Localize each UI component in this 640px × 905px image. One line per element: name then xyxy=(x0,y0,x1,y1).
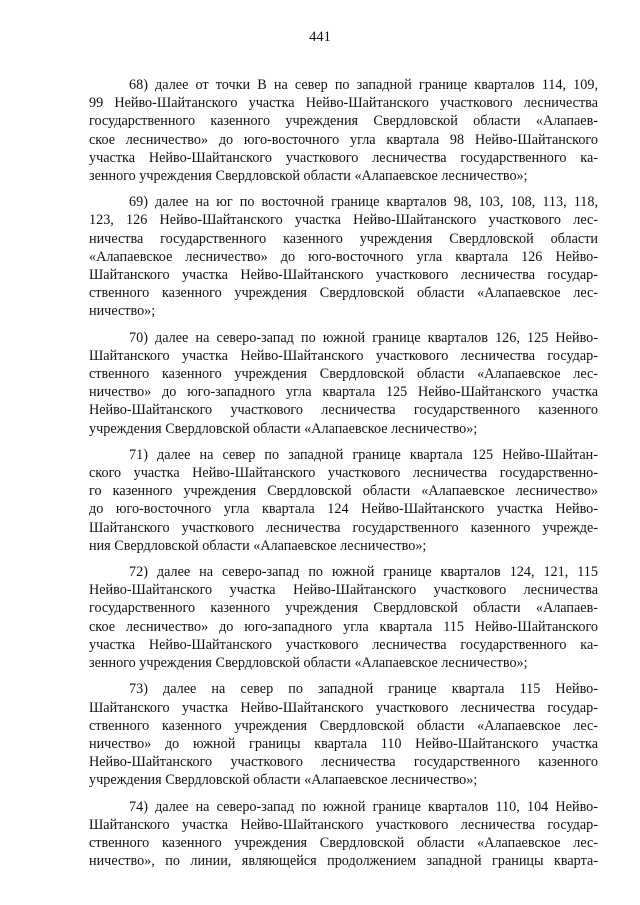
paragraph-item-69 xyxy=(89,193,598,320)
paragraph-line: 72) далее на северо-запад по южной границе кварталов 124, 121, 115 xyxy=(129,564,598,581)
paragraph-line: учреждения Свердловской области «Алапаевское лесничество»; xyxy=(89,772,478,789)
paragraph-line: 74) далее на северо-запад по южной границе кварталов 110, 104 Нейво- xyxy=(129,798,598,815)
paragraph-item-74 xyxy=(89,798,598,871)
paragraph-line: до юго-восточного угла квартала 124 Нейво-Шайтанского участка Нейво- xyxy=(89,501,598,518)
paragraph-line: ничества государственного казенного учреждения Свердловской области xyxy=(89,230,598,247)
paragraph-line: 123, 126 Нейво-Шайтанского участка Нейво-Шайтанского участкового лес- xyxy=(89,212,598,229)
paragraph-line: го казенного учреждения Свердловской области «Алапаевское лесничество» xyxy=(89,483,598,500)
paragraph-line: ния Свердловской области «Алапаевское лесничество»; xyxy=(89,537,427,554)
paragraph-line: ничество» до южной границы квартала 110 Нейво-Шайтанского участка xyxy=(89,735,598,752)
paragraph-line: Шайтанского участка Нейво-Шайтанского участкового лесничества государ- xyxy=(89,699,598,716)
paragraph-line: учреждения Свердловской области «Алапаевское лесничество»; xyxy=(89,420,478,437)
paragraph-line: «Алапаевское лесничество» до юго-восточного угла квартала 126 Нейво- xyxy=(89,248,598,265)
paragraph-item-72 xyxy=(89,563,598,672)
paragraph-line: Нейво-Шайтанского участкового лесничества государственного казенного xyxy=(89,402,598,419)
paragraph-line: 70) далее на северо-запад по южной границе кварталов 126, 125 Нейво- xyxy=(129,329,598,346)
paragraph-line: ственного казенного учреждения Свердловской области «Алапаевское лес- xyxy=(89,285,598,302)
paragraph-line: ственного казенного учреждения Свердловской области «Алапаевское лес- xyxy=(89,834,598,851)
paragraph-line: 99 Нейво-Шайтанского участка Нейво-Шайтанского участкового лесничества xyxy=(89,95,598,112)
paragraph-line: ское лесничество» до юго-восточного угла квартала 98 Нейво-Шайтанского xyxy=(89,131,598,148)
paragraph-line: Шайтанского участка Нейво-Шайтанского участкового лесничества государ- xyxy=(89,347,598,364)
paragraph-line: участка Нейво-Шайтанского участкового лесничества государственного ка- xyxy=(89,149,598,166)
paragraph-line: ничество» до юго-западного угла квартала 125 Нейво-Шайтанского участка xyxy=(89,384,598,401)
paragraph-item-71 xyxy=(89,446,598,555)
paragraph-line: ничество»; xyxy=(89,303,156,320)
paragraph-line: государственного казенного учреждения Свердловской области «Алапаев- xyxy=(89,113,598,130)
paragraph-line: 69) далее на юг по восточной границе кварталов 98, 103, 108, 113, 118, xyxy=(129,194,598,211)
paragraph-line: зенного учреждения Свердловской области «Алапаевское лесничество»; xyxy=(89,655,528,672)
paragraph-line: зенного учреждения Свердловской области «Алапаевское лесничество»; xyxy=(89,168,528,185)
paragraph-line: участка Нейво-Шайтанского участкового лесничества государственного ка- xyxy=(89,636,598,653)
paragraph-line: ского участка Нейво-Шайтанского участкового лесничества государственно- xyxy=(89,465,598,482)
paragraph-line: ничество», по линии, являющейся продолжением западной границы кварта- xyxy=(89,853,598,870)
paragraph-line: Нейво-Шайтанского участкового лесничества государственного казенного xyxy=(89,754,598,771)
page-number: 441 xyxy=(309,29,331,45)
paragraph-item-70 xyxy=(89,329,598,438)
paragraph-line: Шайтанского участка Нейво-Шайтанского участкового лесничества государ- xyxy=(89,267,598,284)
paragraph-line: государственного казенного учреждения Свердловской области «Алапаев- xyxy=(89,600,598,617)
paragraph-line: Нейво-Шайтанского участка Нейво-Шайтанского участкового лесничества xyxy=(89,582,598,599)
paragraph-line: Шайтанского участка Нейво-Шайтанского участкового лесничества государ- xyxy=(89,816,598,833)
paragraph-line: 73) далее на север по западной границе квартала 115 Нейво- xyxy=(129,681,598,698)
paragraph-line: ское лесничество» до юго-западного угла квартала 115 Нейво-Шайтанского xyxy=(89,618,598,635)
paragraph-item-68 xyxy=(89,76,598,185)
paragraph-item-73 xyxy=(89,680,598,789)
paragraph-line: 71) далее на север по западной границе квартала 125 Нейво-Шайтан- xyxy=(129,446,598,463)
paragraph-line: Шайтанского участкового лесничества государственного казенного учрежде- xyxy=(89,519,598,536)
document-body xyxy=(89,76,598,878)
paragraph-line: ственного казенного учреждения Свердловской области «Алапаевское лес- xyxy=(89,717,598,734)
paragraph-line: 68) далее от точки В на север по западной границе кварталов 114, 109, xyxy=(129,77,598,93)
paragraph-line: ственного казенного учреждения Свердловской области «Алапаевское лес- xyxy=(89,366,598,383)
